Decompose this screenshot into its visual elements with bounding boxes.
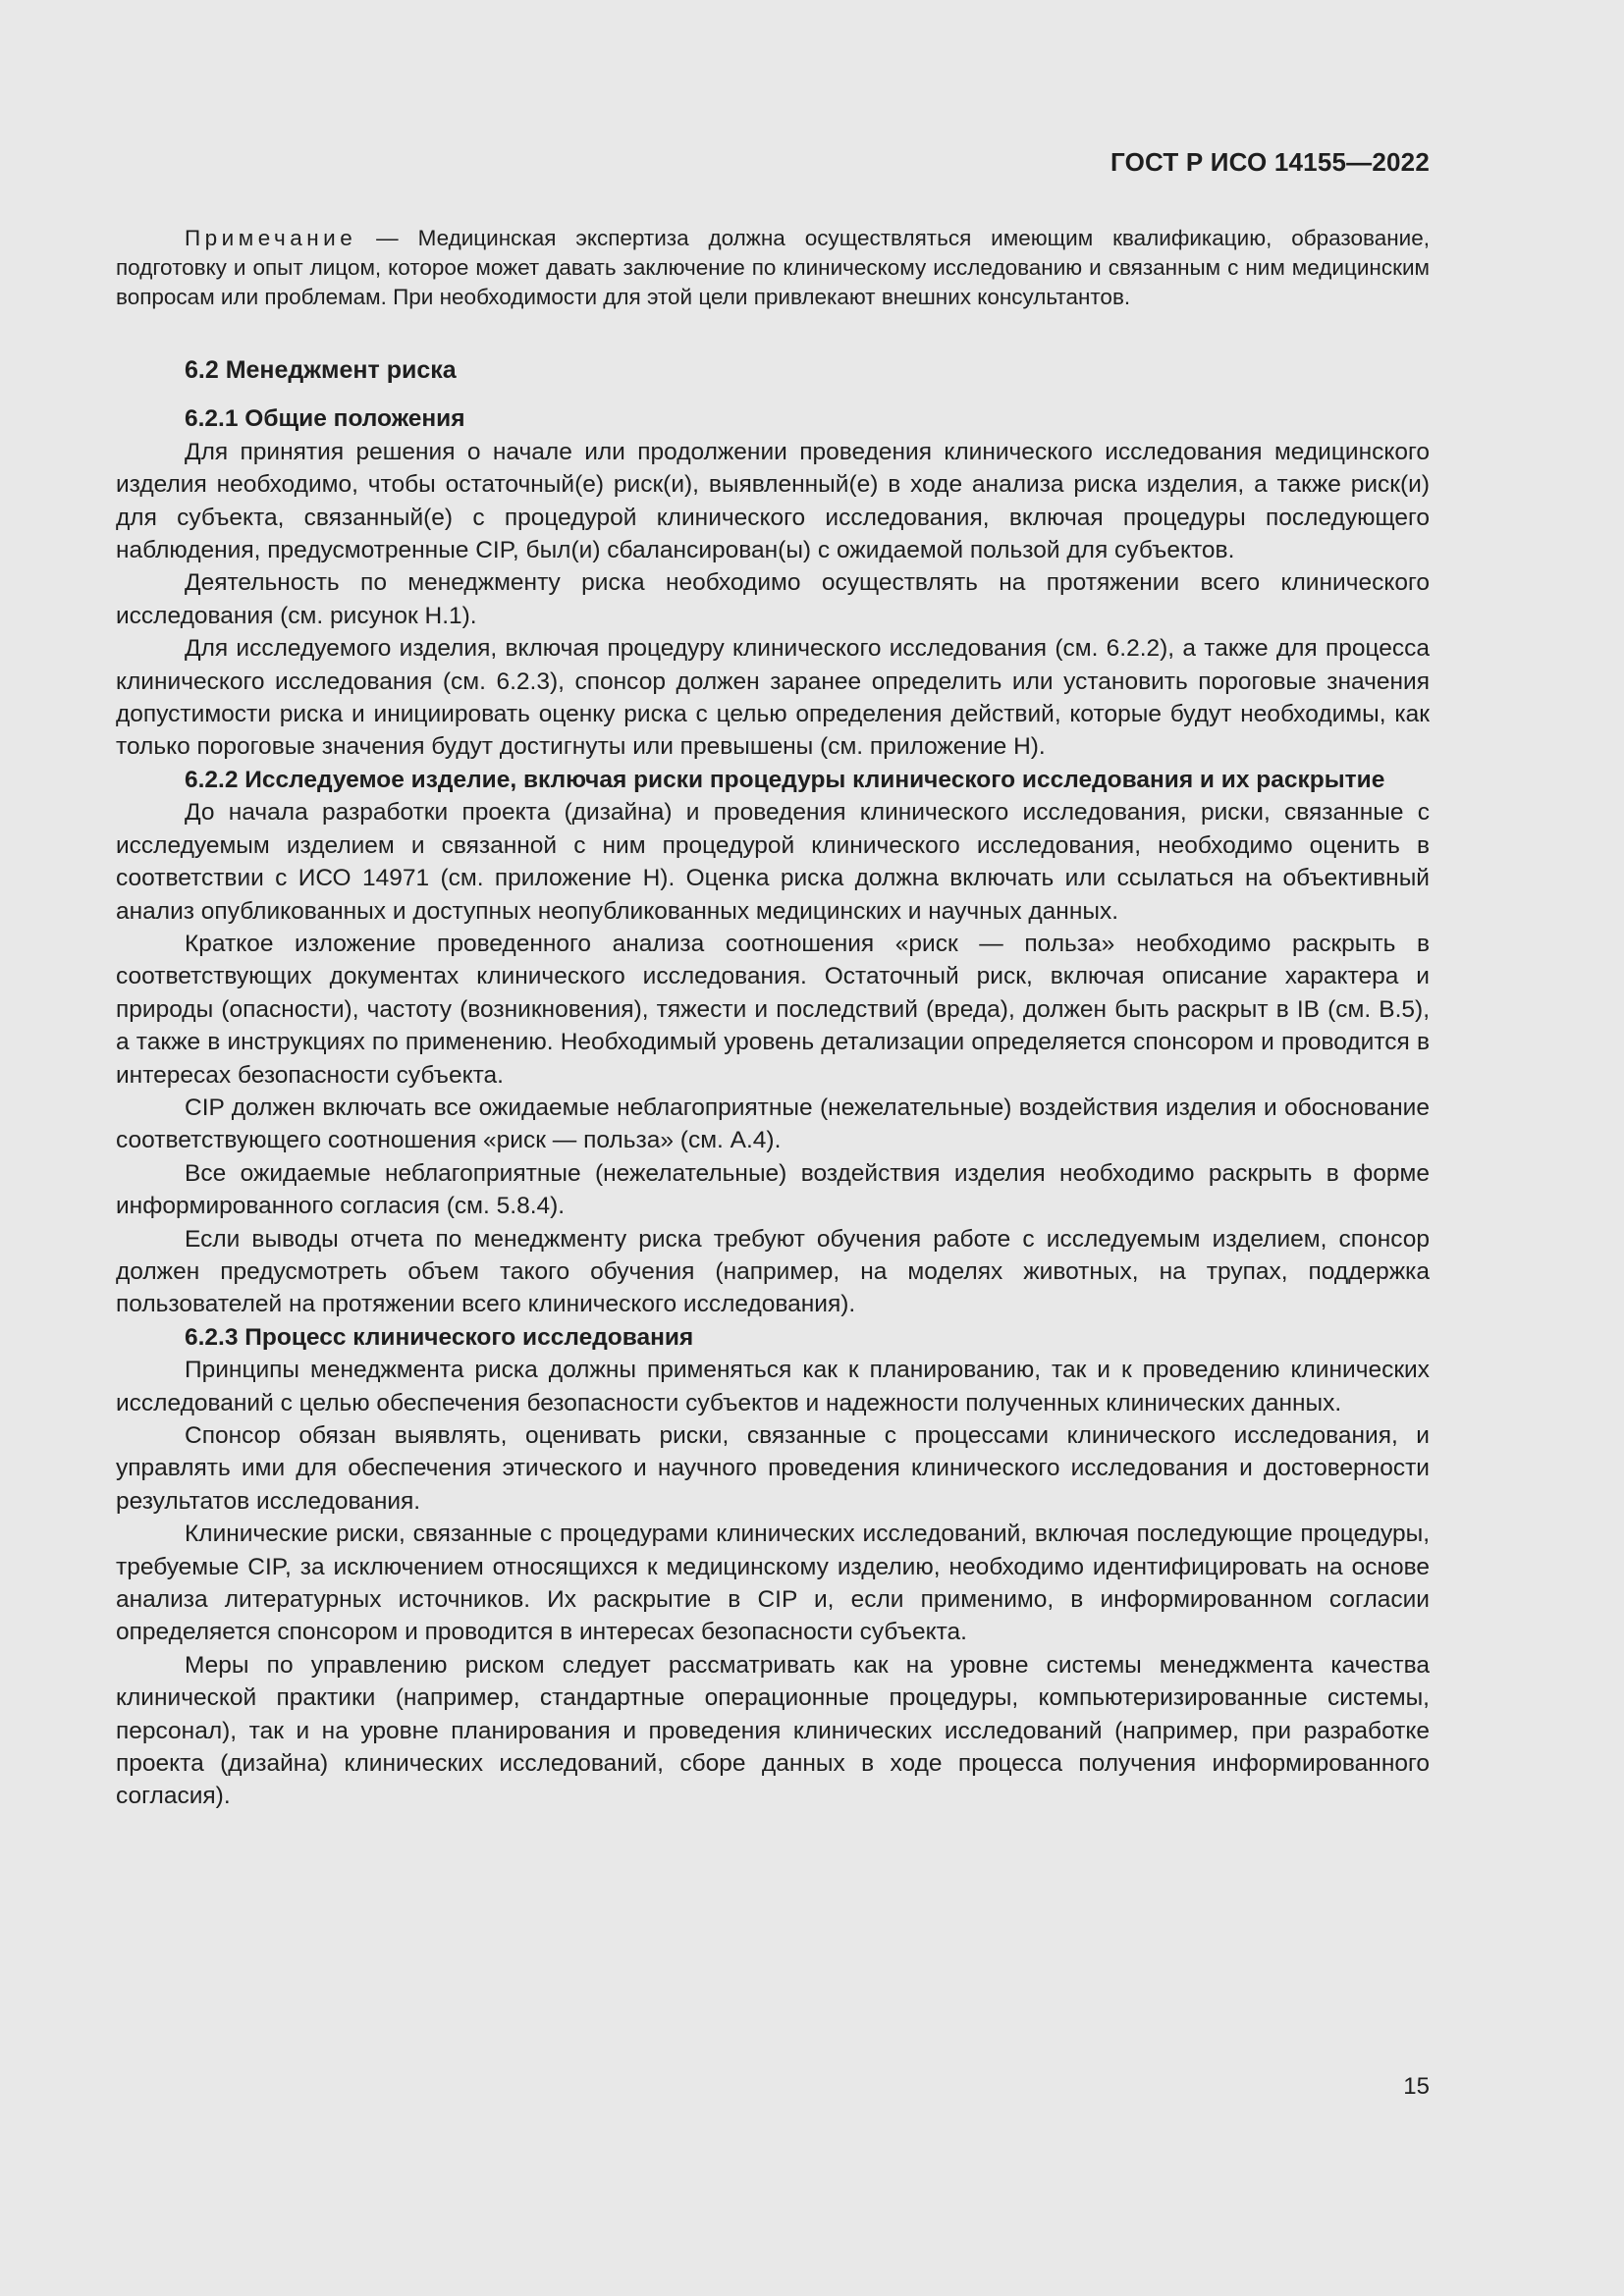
note-text: — Медицинская экспертиза должна осуществляться имеющим квалификацию, образование, подготовку и опыт лицом, которое может давать заключение по клиническому исследованию и связанным с ним медицинским вопросам или проблемам. При необходимости для этой цели привлекают внешних консультантов. xyxy=(116,226,1430,309)
document-code: ГОСТ Р ИСО 14155—2022 xyxy=(1110,147,1430,177)
paragraph: Если выводы отчета по менеджменту риска требуют обучения работе с исследуемым изделием, спонсор должен предусмотреть объем такого обучения (например, на моделях животных, на трупах, поддержка пользователей на протяжении всего клинического исследования). xyxy=(116,1225,1430,1318)
note-label: Примечание xyxy=(185,226,357,250)
paragraph: Деятельность по менеджменту риска необходимо осуществлять на протяжении всего клинического исследования (см. рисунок H.1). xyxy=(116,569,1430,629)
paragraph: Меры по управлению риском следует рассматривать как на уровне системы менеджмента качества клинической практики (например, стандартные операционные процедуры, компьютеризированные системы, персонал), так и на уровне планирования и проведения клинических исследований (например, при разработке проекта (дизайна) клинических исследований, сборе данных в ходе процесса получения информированного согласия). xyxy=(116,1651,1430,1810)
paragraph: Спонсор обязан выявлять, оценивать риски, связанные с процессами клинического исследования, и управлять ими для обеспечения этического и научного проведения клинического исследования и достоверности результатов исследования. xyxy=(116,1422,1430,1515)
subsection-title-6-2-1: 6.2.1 Общие положения xyxy=(185,405,465,433)
paragraph: CIP должен включать все ожидаемые неблагоприятные (нежелательные) воздействия изделия и обоснование соответствующего соотношения «риск — польза» (см. A.4). xyxy=(116,1094,1430,1154)
subsection-title-6-2-2: 6.2.2 Исследуемое изделие, включая риски процедуры клинического исследования и их раскрытие xyxy=(185,766,1385,793)
page-number: 15 xyxy=(1403,2073,1430,2100)
note-paragraph xyxy=(116,224,1430,312)
paragraph: До начала разработки проекта (дизайна) и проведения клинического исследования, риски, связанные с исследуемым изделием и связанной с ним процедурой клинического исследования, необходимо оценить в соответствии с ИСО 14971 (см. приложение H). Оценка риска должна включать или ссылаться на объективный анализ опубликованных и доступных неопубликованных медицинских и научных данных. xyxy=(116,799,1430,925)
paragraph: Для принятия решения о начале или продолжении проведения клинического исследования медицинского изделия необходимо, чтобы остаточный(е) риск(и), выявленный(е) в ходе анализа риска изделия, а также риск(и) для субъекта, связанный(е) с процедурой клинического исследования, включая процедуры последующего наблюдения, предусмотренные CIP, был(и) сбалансирован(ы) с ожидаемой пользой для субъектов. xyxy=(116,438,1430,564)
paragraph: Краткое изложение проведенного анализа соотношения «риск — польза» необходимо раскрыть в соответствующих документах клинического исследования. Остаточный риск, включая описание характера и природы (опасности), частоту (возникновения), тяжести и последствий (вреда), должен быть раскрыт в IB (см. B.5), а также в инструкциях по применению. Необходимый уровень детализации определяется спонсором и проводится в интересах безопасности субъекта. xyxy=(116,930,1430,1089)
subsection-title-6-2-3: 6.2.3 Процесс клинического исследования xyxy=(185,1323,694,1351)
paragraph: Все ожидаемые неблагоприятные (нежелательные) воздействия изделия необходимо раскрыть в форме информированного согласия (см. 5.8.4). xyxy=(116,1159,1430,1220)
paragraph: Клинические риски, связанные с процедурами клинических исследований, включая последующие процедуры, требуемые CIP, за исключением относящихся к медицинскому изделию, необходимо идентифицировать на основе анализа литературных источников. Их раскрытие в CIP и, если применимо, в информированном согласии определяется спонсором и проводится в интересах безопасности субъекта. xyxy=(116,1521,1430,1646)
document-page xyxy=(116,0,1430,2296)
section-title: 6.2 Менеджмент риска xyxy=(185,356,457,384)
paragraph: Принципы менеджмента риска должны применяться как к планированию, так и к проведению клинических исследований с целью обеспечения безопасности субъектов и надежности полученных клинических данных. xyxy=(116,1357,1430,1416)
section-content xyxy=(116,354,1430,1813)
paragraph: Для исследуемого изделия, включая процедуру клинического исследования (см. 6.2.2), а также для процесса клинического исследования (см. 6.2.3), спонсор должен заранее определить или установить пороговые значения допустимости риска и инициировать оценку риска с целью определения действий, которые будут необходимы, как только пороговые значения будут достигнуты или превышены (см. приложение H). xyxy=(116,635,1430,761)
